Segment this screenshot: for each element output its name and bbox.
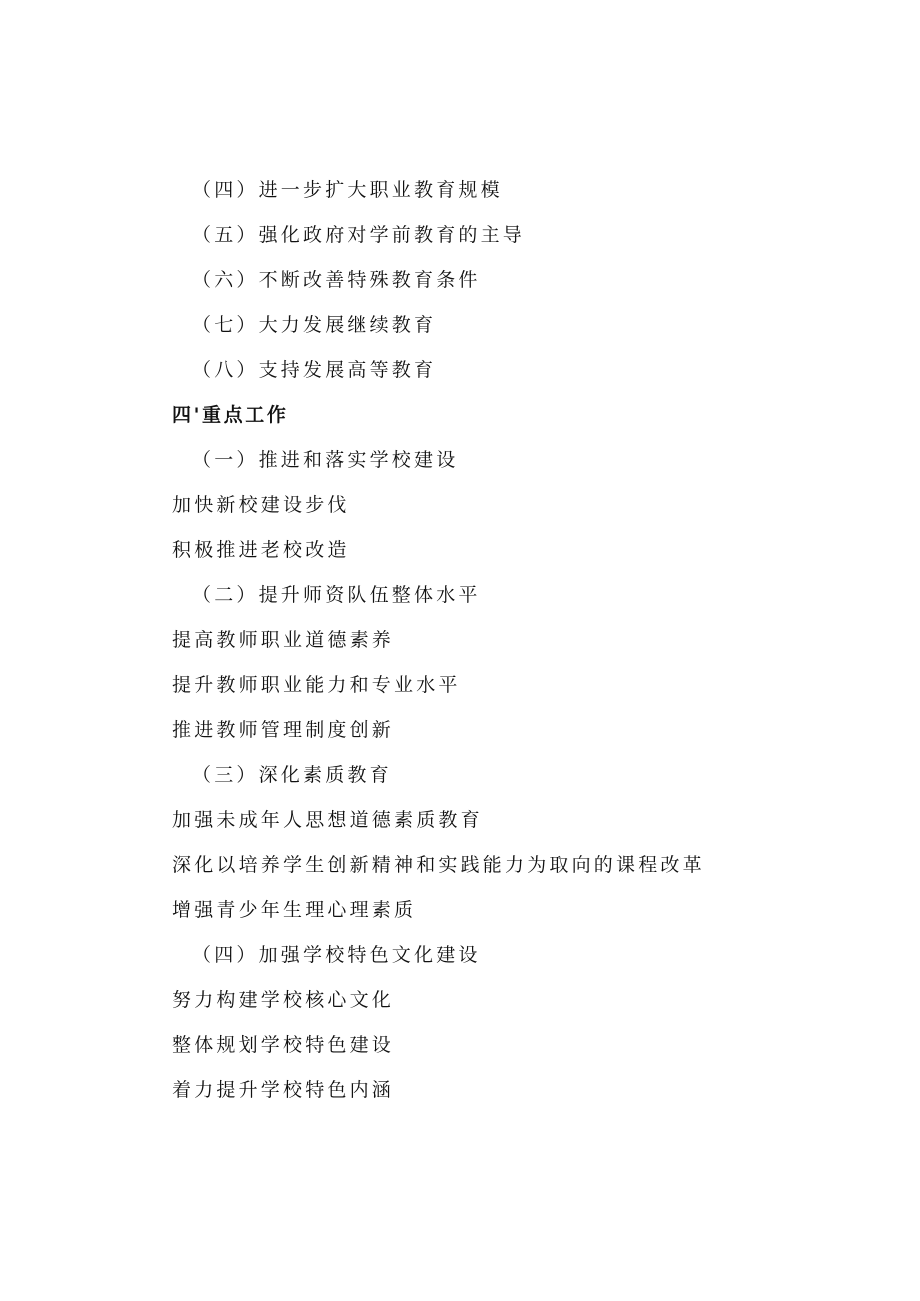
subsection-heading: （一）推进和落实学校建设 [192, 449, 459, 471]
subsection-heading: （二）提升师资队伍整体水平 [192, 584, 481, 606]
list-item: 深化以培养学生创新精神和实践能力为取向的课程改革 [172, 854, 705, 876]
list-item: 推进教师管理制度创新 [172, 719, 395, 741]
list-item: 努力构建学校核心文化 [172, 989, 395, 1011]
subsection-heading: （四）加强学校特色文化建设 [192, 944, 481, 966]
subsection-heading: （六）不断改善特殊教育条件 [192, 269, 481, 291]
list-item: 积极推进老校改造 [172, 539, 350, 561]
subsection-heading: （五）强化政府对学前教育的主导 [192, 224, 526, 246]
list-item: 提高教师职业道德素养 [172, 629, 395, 651]
list-item: 加强未成年人思想道德素质教育 [172, 809, 483, 831]
list-item: 加快新校建设步伐 [172, 494, 350, 516]
subsection-heading: （八）支持发展高等教育 [192, 359, 437, 381]
subsection-heading: （七）大力发展继续教育 [192, 314, 437, 336]
section-heading: 四'重点工作 [172, 404, 289, 426]
subsection-heading: （四）进一步扩大职业教育规模 [192, 179, 503, 201]
list-item: 着力提升学校特色内涵 [172, 1079, 395, 1101]
list-item: 增强青少年生理心理素质 [172, 899, 417, 921]
subsection-heading: （三）深化素质教育 [192, 764, 392, 786]
list-item: 整体规划学校特色建设 [172, 1034, 395, 1056]
list-item: 提升教师职业能力和专业水平 [172, 674, 461, 696]
